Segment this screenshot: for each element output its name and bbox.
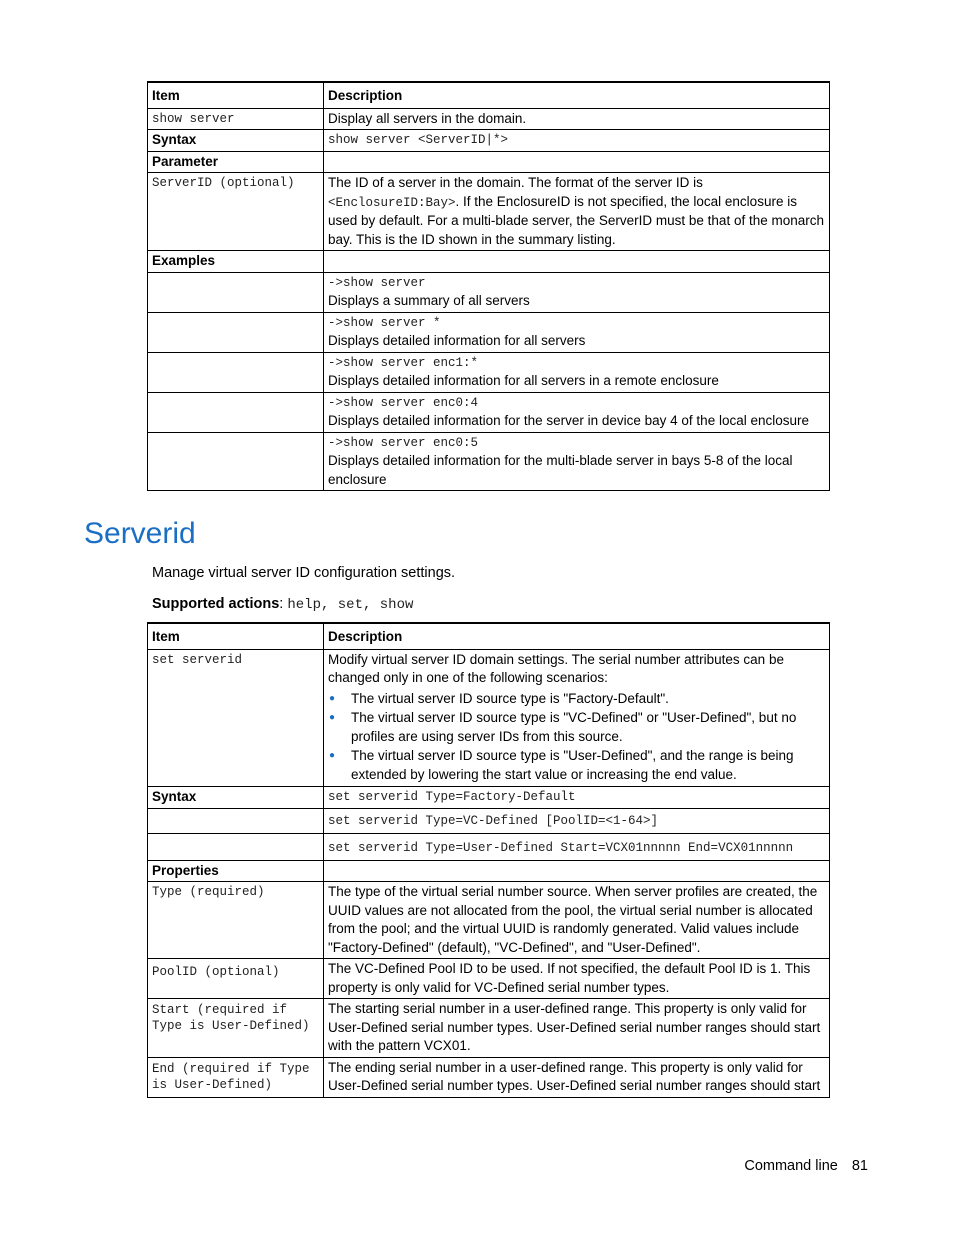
- header-item: Item: [148, 623, 324, 649]
- example-description: Displays detailed information for all servers: [328, 333, 586, 348]
- command-description: [324, 649, 830, 787]
- command-description: Display all servers in the domain.: [324, 108, 830, 130]
- table-row: [148, 173, 830, 251]
- properties-label: Properties: [148, 860, 324, 882]
- example-row: [148, 312, 830, 352]
- property-row: [148, 959, 830, 999]
- parameter-desc-part-1: The ID of a server in the domain. The format of the server ID is: [328, 175, 703, 190]
- page-number: 81: [851, 1158, 868, 1174]
- empty-cell: [324, 860, 830, 882]
- property-description: The type of the virtual serial number source. When server profiles are created, the UUID values are not allocated from the pool, the virtual serial number is allocated from the pool; and the virtual UUID is randomly generated. Valid values include "Factory-Defined" (default), "VC-Defined", and "User-Defined".: [324, 882, 830, 959]
- parameter-name: ServerID (optional): [148, 173, 324, 251]
- example-cell: [324, 432, 830, 491]
- example-row: [148, 392, 830, 432]
- footer-label: Command line: [744, 1158, 838, 1174]
- parameter-description: [324, 173, 830, 251]
- example-command: ->show server *: [328, 315, 441, 330]
- example-cell: [324, 392, 830, 432]
- table-row: [148, 833, 830, 860]
- supported-actions: [152, 596, 413, 613]
- scenario-item: ● The virtual server ID source type is "Factory-Default".: [351, 690, 825, 709]
- example-cell: [324, 272, 830, 312]
- example-description: Displays detailed information for the server in device bay 4 of the local enclosure: [328, 413, 810, 428]
- syntax-value: set serverid Type=VC-Defined [PoolID=<1-64>]: [324, 808, 830, 833]
- table-header-row: [148, 82, 830, 108]
- syntax-value: set serverid Type=Factory-Default: [324, 787, 830, 809]
- table-row: [148, 130, 830, 152]
- syntax-value: set serverid Type=User-Defined Start=VCX01nnnnn End=VCX01nnnnn: [324, 833, 830, 860]
- scenario-list: [328, 690, 825, 785]
- example-description: Displays detailed information for all servers in a remote enclosure: [328, 373, 719, 388]
- show-server-table: [147, 81, 830, 491]
- property-row: [148, 999, 830, 1058]
- table-row: [148, 108, 830, 130]
- example-description: Displays detailed information for the multi-blade server in bays 5-8 of the local enclosure: [328, 453, 793, 487]
- example-cell: [324, 352, 830, 392]
- empty-cell: [148, 352, 324, 392]
- scenario-item: ● The virtual server ID source type is "User-Defined", and the range is being extended by lowering the start value or increasing the end value.: [351, 747, 825, 784]
- property-name: Type (required): [148, 882, 324, 959]
- empty-cell: [148, 833, 324, 860]
- serverid-table: [147, 622, 830, 1098]
- example-row: [148, 432, 830, 491]
- syntax-value: show server <ServerID|*>: [324, 130, 830, 152]
- empty-cell: [324, 251, 830, 273]
- examples-label: Examples: [148, 251, 324, 273]
- section-title: Serverid: [84, 517, 196, 550]
- supported-actions-separator: :: [279, 596, 288, 612]
- empty-cell: [148, 312, 324, 352]
- empty-cell: [148, 432, 324, 491]
- command-name: set serverid: [148, 649, 324, 787]
- property-description: The starting serial number in a user-defined range. This property is only valid for User-Defined serial number types. User-Defined serial number ranges should start with the pattern VCX01.: [324, 999, 830, 1058]
- example-cell: [324, 312, 830, 352]
- syntax-label: Syntax: [148, 787, 324, 809]
- empty-cell: [324, 151, 830, 173]
- command-name: show server: [148, 108, 324, 130]
- example-command: ->show server enc0:4: [328, 395, 479, 410]
- page-footer: [744, 1158, 868, 1174]
- table-row: [148, 649, 830, 787]
- property-description: The ending serial number in a user-defined range. This property is only valid for User-Defined serial number types. User-Defined serial number ranges should start: [324, 1057, 830, 1097]
- table-row: [148, 787, 830, 809]
- example-row: [148, 352, 830, 392]
- example-command: ->show server enc0:5: [328, 435, 479, 450]
- section-intro: Manage virtual server ID configuration settings.: [152, 565, 456, 581]
- property-description: The VC-Defined Pool ID to be used. If not specified, the default Pool ID is 1. This property is only valid for VC-Defined serial number types.: [324, 959, 830, 999]
- property-name: PoolID (optional): [148, 959, 324, 999]
- table-row: [148, 808, 830, 833]
- command-description-text: Modify virtual server ID domain settings. The serial number attributes can be changed only in one of the following scenarios:: [328, 651, 784, 685]
- table-header-row: [148, 623, 830, 649]
- empty-cell: [148, 272, 324, 312]
- property-row: [148, 1057, 830, 1097]
- parameter-label: Parameter: [148, 151, 324, 173]
- property-name: End (required if Type is User-Defined): [148, 1057, 324, 1097]
- example-command: ->show server enc1:*: [328, 355, 479, 370]
- scenario-item: ● The virtual server ID source type is "VC-Defined" or "User-Defined", but no profiles are using server IDs from this source.: [351, 709, 825, 746]
- table-row: [148, 151, 830, 173]
- supported-actions-value: help, set, show: [287, 597, 414, 613]
- parameter-desc-code: <EnclosureID:Bay>: [328, 195, 456, 210]
- property-name: Start (required if Type is User-Defined): [148, 999, 324, 1058]
- example-command: ->show server: [328, 275, 426, 290]
- empty-cell: [148, 392, 324, 432]
- parameter-desc-part-2: . If the EnclosureID is not specified, the local enclosure is used by default. For a multi-blade server, the ServerID must be that of the monarch bay. This is the ID shown in the summary listing.: [328, 193, 824, 247]
- syntax-label: Syntax: [148, 130, 324, 152]
- example-row: [148, 272, 830, 312]
- table-row: [148, 251, 830, 273]
- header-description: Description: [324, 623, 830, 649]
- header-item: Item: [148, 82, 324, 108]
- property-row: [148, 882, 830, 959]
- empty-cell: [148, 808, 324, 833]
- header-description: Description: [324, 82, 830, 108]
- supported-actions-label: Supported actions: [152, 596, 280, 612]
- example-description: Displays a summary of all servers: [328, 293, 530, 308]
- table-row: [148, 860, 830, 882]
